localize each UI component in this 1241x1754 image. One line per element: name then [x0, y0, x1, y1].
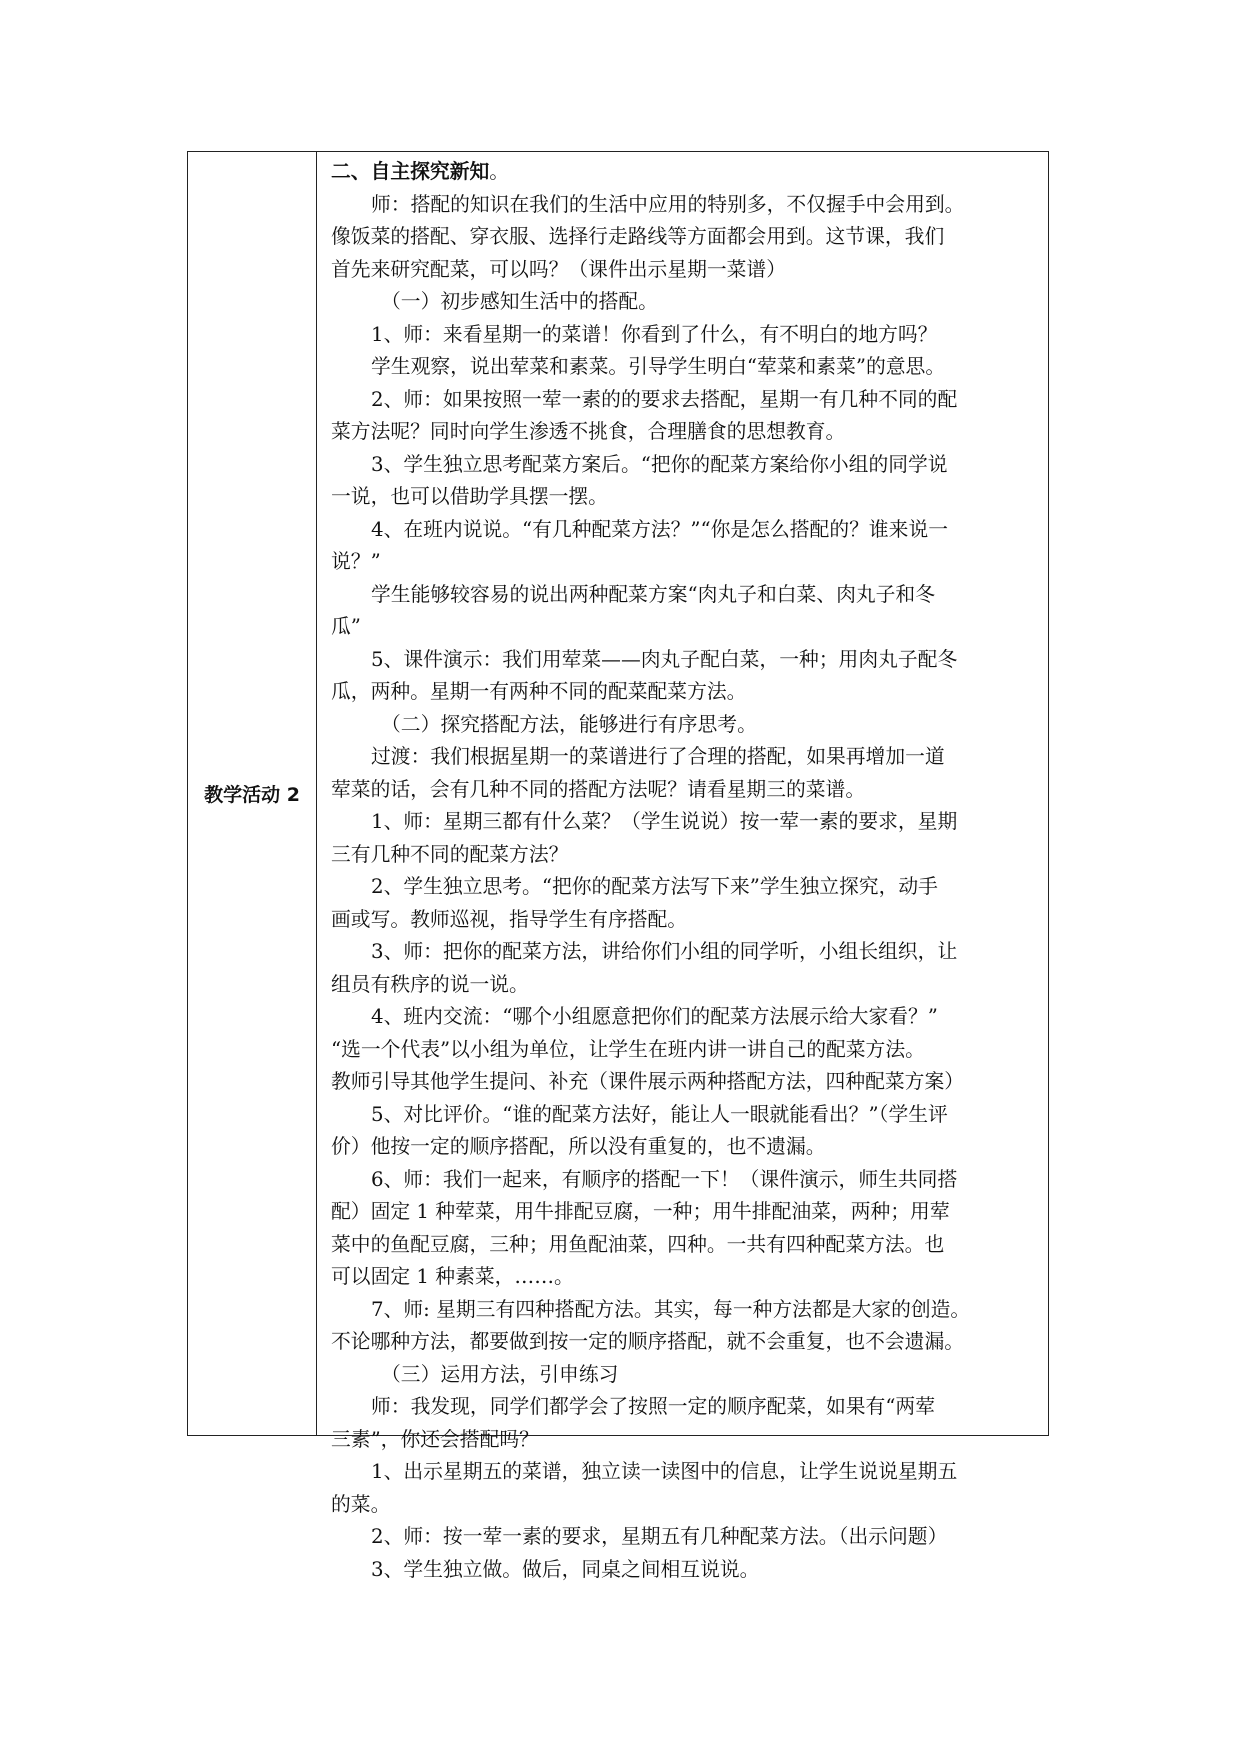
paragraph-line: 价）他按一定的顺序搭配，所以没有重复的，也不遗漏。 [331, 1135, 826, 1158]
paragraph-line: 说？” [331, 550, 381, 573]
paragraph-line: “选一个代表”以小组为单位，让学生在班内讲一讲自己的配菜方法。 [331, 1037, 925, 1061]
paragraph-line: 1、出示星期五的菜谱，独立读一读图中的信息，让学生说说星期五 [371, 1460, 958, 1483]
paragraph-line: 5、对比评价。“谁的配菜方法好，能让人一眼就能看出？”（学生评 [371, 1102, 948, 1126]
content-cell [317, 152, 1048, 1581]
paragraph-line: 师：我发现，同学们都学会了按照一定的顺序配菜，如果有“两荤 [371, 1395, 935, 1418]
lesson-plan-table [187, 151, 1049, 1581]
paragraph-line: 三有几种不同的配菜方法？ [331, 842, 569, 866]
paragraph-line: （二）探究搭配方法，能够进行有序思考。 [381, 712, 757, 736]
paragraph-line: 像饭菜的搭配、穿衣服、选择行走路线等方面都会用到。这节课，我们 [331, 225, 945, 248]
paragraph-line: 7、师: 星期三有四种搭配方法。其实，每一种方法都是大家的创造。 [371, 1297, 971, 1321]
paragraph-line: 配）固定 1 种荤菜，用牛排配豆腐，一种；用牛排配油菜，两种；用荤 [331, 1200, 950, 1223]
paragraph-line: 三素”，你还会搭配吗？ [331, 1427, 539, 1451]
paragraph-line: 画或写。教师巡视，指导学生有序搭配。 [331, 907, 688, 931]
paragraph-line: 菜方法呢？同时向学生渗透不挑食，合理膳食的思想教育。 [331, 420, 846, 443]
paragraph-line: 组员有秩序的说一说。 [331, 972, 529, 996]
paragraph-line: 一说，也可以借助学具摆一摆。 [331, 485, 608, 508]
paragraph-line: 教师引导其他学生提问、补充（课件展示两种搭配方法，四种配菜方案） [331, 1070, 965, 1093]
paragraph-line: 师：搭配的知识在我们的生活中应用的特别多，不仅握手中会用到。 [371, 192, 965, 216]
paragraph-line: 6、师：我们一起来，有顺序的搭配一下！（课件演示，师生共同搭 [371, 1167, 958, 1191]
paragraph-line: （一）初步感知生活中的搭配。 [381, 290, 658, 313]
paragraph-line: 不论哪种方法，都要做到按一定的顺序搭配，就不会重复，也不会遗漏。 [331, 1330, 965, 1353]
paragraph-line: 学生观察，说出荤菜和素菜。引导学生明白“荤菜和素菜”的意思。 [371, 355, 946, 378]
paragraph-line: 学生能够较容易的说出两种配菜方案“肉丸子和白菜、肉丸子和冬 [371, 582, 935, 606]
section-heading [331, 156, 1038, 189]
paragraph-line: 瓜” [331, 615, 361, 638]
paragraph-line: 4、在班内说说。“有几种配菜方法？”“你是怎么搭配的？谁来说一 [371, 517, 949, 541]
paragraph-line: 3、师：把你的配菜方法，讲给你们小组的同学听，小组长组织，让 [371, 940, 958, 963]
paragraph-line: 荤菜的话，会有几种不同的搭配方法呢？请看星期三的菜谱。 [331, 777, 866, 801]
paragraph-line: 首先来研究配菜，可以吗？（课件出示星期一菜谱） [331, 257, 786, 281]
paragraph-line: 2、学生独立思考。“把你的配菜方法写下来”学生独立探究，动手 [371, 875, 938, 898]
paragraph-line: 1、师：星期三都有什么菜？（学生说说）按一荤一素的要求，星期 [371, 810, 958, 833]
paragraph-line: 5、课件演示：我们用荤菜——肉丸子配白菜，一种；用肉丸子配冬 [371, 647, 958, 671]
section-heading-text: 二、自主探究新知 [331, 160, 490, 183]
paragraph-line: 3、学生独立做。做后，同桌之间相互说说。 [371, 1557, 760, 1581]
row-label-cell [188, 152, 317, 1435]
paragraph-line: 4、班内交流：“哪个小组愿意把你们的配菜方法展示给大家看？” [371, 1005, 938, 1028]
paragraph-line: 瓜，两种。星期一有两种不同的配菜配菜方法。 [331, 680, 747, 703]
row-label: 教学活动 2 [204, 784, 300, 806]
paragraph-line: 3、学生独立思考配菜方案后。“把你的配菜方案给你小组的同学说 [371, 452, 948, 476]
paragraph-line: （三）运用方法，引申练习 [381, 1362, 619, 1386]
section-heading-period: 。 [489, 160, 510, 183]
paragraph-line: 2、师：按一荤一素的要求，星期五有几种配菜方法。（出示问题） [371, 1525, 948, 1548]
paragraph-line: 1、师：来看星期一的菜谱！你看到了什么，有不明白的地方吗？ [371, 322, 938, 346]
paragraph-line: 的菜。 [331, 1492, 391, 1516]
paragraph-line: 过渡：我们根据星期一的菜谱进行了合理的搭配，如果再增加一道 [371, 745, 945, 768]
paragraph-line: 可以固定 1 种素菜，……。 [331, 1265, 574, 1288]
paragraph-line: 菜中的鱼配豆腐，三种；用鱼配油菜，四种。一共有四种配菜方法。也 [331, 1232, 945, 1256]
paragraph-line: 2、师：如果按照一荤一素的的要求去搭配，星期一有几种不同的配 [371, 387, 958, 411]
